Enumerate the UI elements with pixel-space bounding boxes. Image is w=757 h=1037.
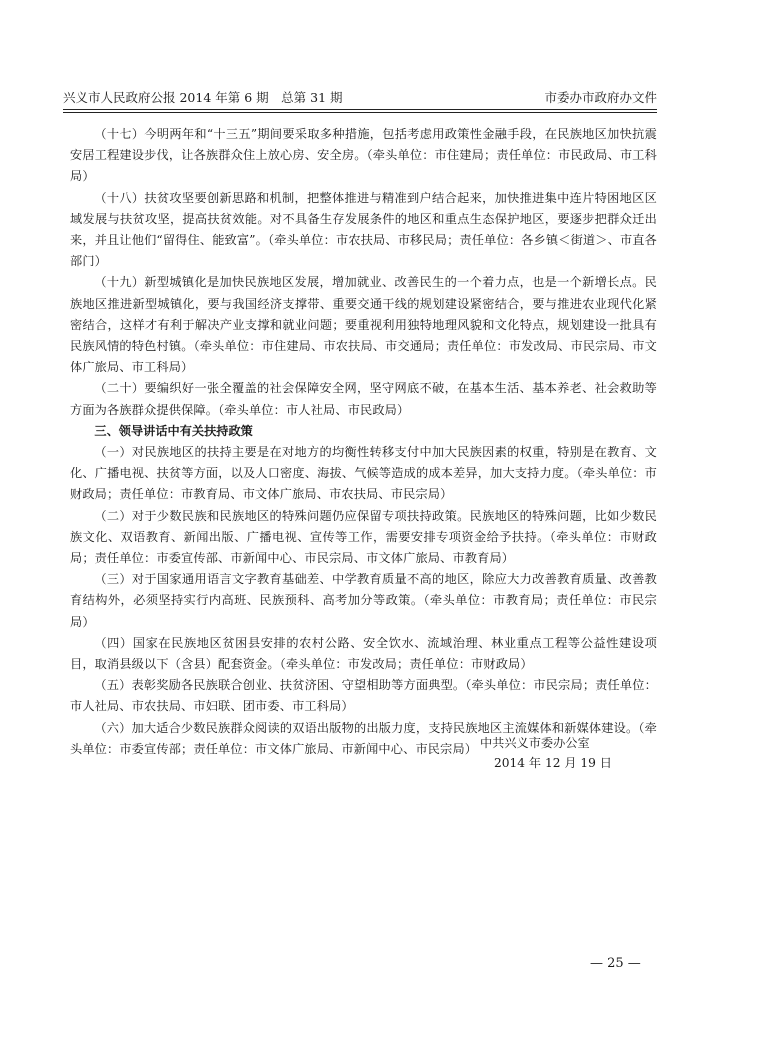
page-number: — 25 — — [590, 956, 641, 971]
paragraph-19: （十九）新型城镇化是加快民族地区发展，增加就业、改善民生的一个着力点，也是一个新增长点。民族地区推进新型城镇化，要与我国经济支撑带、重要交通干线的规划建设紧密结合，要与推进农业现代化紧密结合，这样才有利于解决产业支撑和就业问题；要重视利用独特地理风貌和文化特点，规划建设一批具有民族风情的特色村镇。（牵头单位：市住建局、市农扶局、市交通局；责任单位：市发改局、市民宗局、市文体广旅局、市工科局） — [70, 275, 657, 375]
signature-org: 中共兴义市委办公室 — [480, 736, 590, 750]
section-heading: 三、领导讲话中有关扶持政策 — [94, 423, 253, 438]
document-body — [70, 124, 657, 760]
paragraph-s2: （二）对于少数民族和民族地区的特殊问题仍应保留专项扶持政策。民族地区的特殊问题，比如少数民族文化、双语教育、新闻出版、广播电视、宣传等工作，需要安排专项资金给予扶持。（牵头单位：市财政局；责任单位：市委宣传部、市新闻中心、市民宗局、市文体广旅局、市教育局） — [70, 508, 657, 566]
signature-block — [460, 733, 660, 773]
paragraph-s3: （三）对于国家通用语言文字教育基础差、中学教育质量不高的地区，除应大力改善教育质量、改善教育结构外，必须坚持实行内高班、民族预科、高考加分等政策。（牵头单位：市教育局；责任单位：市民宗局） — [70, 572, 657, 629]
paragraph-17: （十七）今明两年和“十三五”期间要采取多种措施，包括考虑用政策性金融手段，在民族地区加快抗震安居工程建设步伐，让各族群众住上放心房、安全房。（牵头单位：市住建局；责任单位：市民政局、市工科局） — [70, 127, 657, 184]
header-double-rule — [63, 112, 657, 113]
paragraph-20: （二十）要编织好一张全覆盖的社会保障安全网，坚守网底不破，在基本生活、基本养老、社会救助等方面为各族群众提供保障。（牵头单位：市人社局、市民政局） — [70, 381, 657, 417]
page-header — [63, 90, 657, 110]
paragraph-s5: （五）表彰奖励各民族联合创业、扶贫济困、守望相助等方面典型。（牵头单位：市民宗局；责任单位：市人社局、市农扶局、市妇联、团市委、市工科局） — [70, 678, 657, 714]
paragraph-s1: （一）对民族地区的扶持主要是在对地方的均衡性转移支付中加大民族因素的权重，特别是在教育、文化、广播电视、扶贫等方面，以及人口密度、海拔、气候等造成的成本差异，加大支持力度。（牵头单位：市财政局；责任单位：市教育局、市文体广旅局、市农扶局、市民宗局） — [70, 445, 657, 502]
header-publication: 兴义市人民政府公报 2014 年第 6 期 总第 31 期 — [63, 90, 343, 105]
signature-date: 2014 年 12 月 19 日 — [494, 756, 612, 770]
paragraph-s6: （六）加大适合少数民族群众阅读的双语出版物的出版力度，支持民族地区主流媒体和新媒体建设。（牵头单位：市委宣传部；责任单位：市文体广旅局、市新闻中心、市民宗局） — [70, 720, 657, 756]
paragraph-s4: （四）国家在民族地区贫困县安排的农村公路、安全饮水、流域治理、林业重点工程等公益性建设项目，取消县级以下（含县）配套资金。（牵头单位：市发改局；责任单位：市财政局） — [70, 635, 657, 672]
paragraph-18: （十八）扶贫攻坚要创新思路和机制，把整体推进与精准到户结合起来，加快推进集中连片特困地区区域发展与扶贫攻坚，提高扶贫效能。对不具备生存发展条件的地区和重点生态保护地区，要逐步把群众迁出来，并且让他们“留得住、能致富”。（牵头单位：市农扶局、市移民局；责任单位：各乡镇＜街道＞、市直各部门） — [70, 190, 657, 269]
header-section: 市委办市政府办文件 — [544, 90, 657, 105]
